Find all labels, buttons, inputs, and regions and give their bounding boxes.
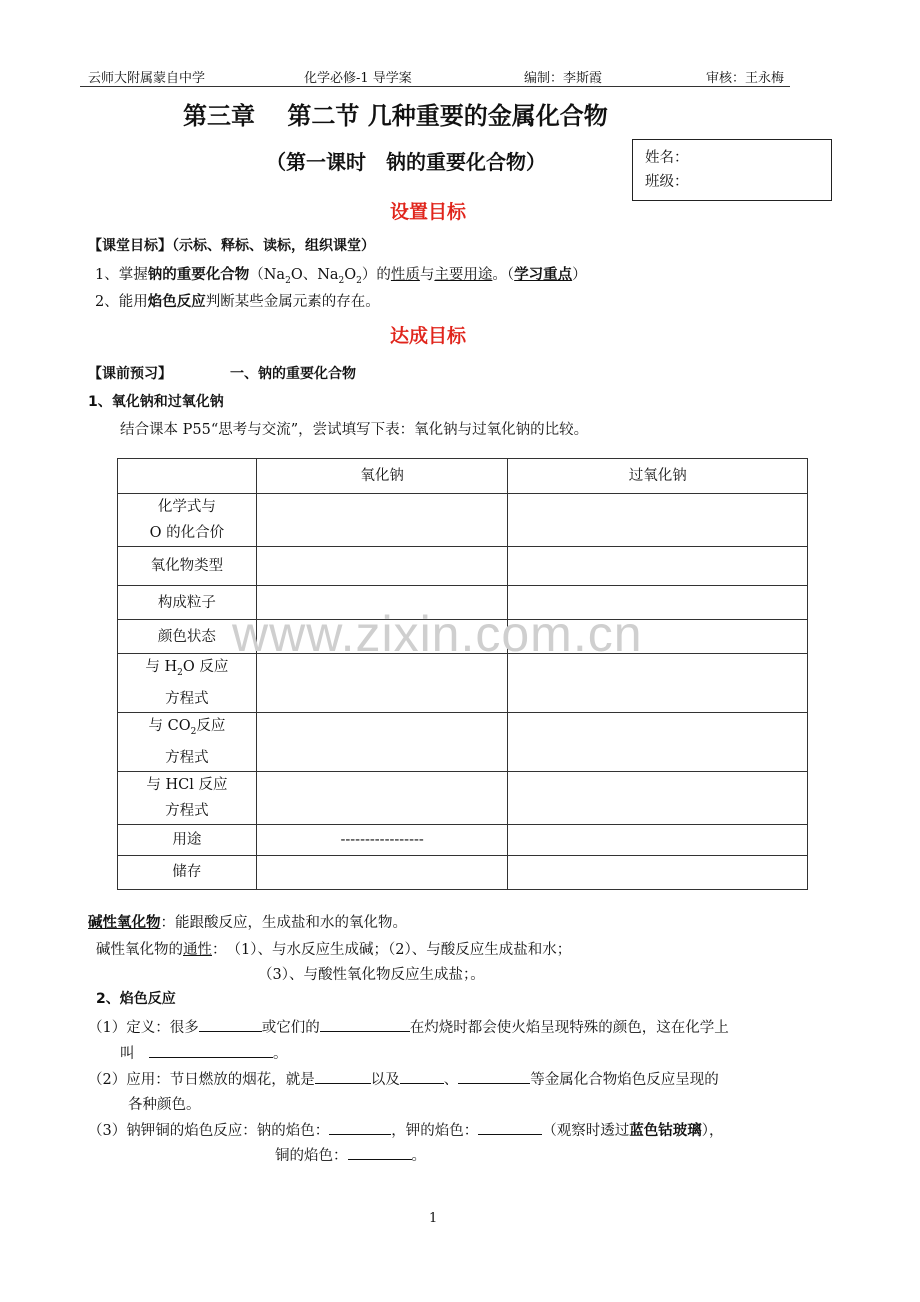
- goal1-formula-b: O、Na: [290, 267, 339, 283]
- comparison-table: [117, 458, 808, 890]
- page-title: 第三章 第二节 几种重要的金属化合物: [183, 102, 608, 130]
- table-cell[interactable]: [256, 494, 508, 547]
- page-number: 1: [429, 1211, 438, 1226]
- header-editor: 编制：李斯霞: [524, 71, 603, 86]
- table-row: [118, 494, 808, 547]
- watermark: www.zixin.com.cn: [232, 606, 643, 662]
- preview-sub1: 1、氧化钠和过氧化钠: [88, 394, 224, 410]
- header-course: 化学必修-1 导学案: [304, 71, 412, 86]
- table-cell[interactable]: [256, 771, 508, 824]
- name-class-box: [632, 139, 832, 201]
- class-goals-heading: 【课堂目标】（示标、释标、读标，组织课堂）: [88, 238, 375, 254]
- section-heading-achieve: 达成目标: [390, 325, 467, 347]
- goal1-and: 与: [419, 267, 435, 283]
- goal1-close: ）: [572, 267, 587, 283]
- goal1-usage: 主要用途: [434, 267, 493, 283]
- goal1-property: 性质: [390, 267, 420, 283]
- table-row: [118, 547, 808, 586]
- flame-heading: 2、焰色反应: [96, 991, 176, 1007]
- table-cell: [118, 459, 257, 494]
- blank-field[interactable]: [458, 1067, 530, 1084]
- table-cell[interactable]: [256, 855, 508, 889]
- flame-application: （2）应用：节日燃放的烟花，就是 以及 、 等金属化合物焰色反应呈现的: [88, 1067, 719, 1089]
- table-cell[interactable]: [508, 771, 808, 824]
- section-heading-goals: 设置目标: [390, 201, 467, 223]
- row-label-oxide-type: 氧化物类型: [118, 547, 257, 586]
- row-label-formula: 化学式与 O 的化合价: [118, 494, 257, 547]
- table-cell[interactable]: [508, 855, 808, 889]
- table-row: [118, 771, 808, 824]
- basic-oxide-term: 碱性氧化物: [88, 915, 161, 931]
- goal1-text-3: 。（: [492, 267, 515, 283]
- page-subtitle: （第一课时 钠的重要化合物）: [266, 150, 546, 174]
- cobalt-glass: 蓝色钴玻璃: [629, 1123, 702, 1139]
- header-rule: [80, 86, 790, 87]
- table-row: [118, 712, 808, 771]
- blank-field[interactable]: [320, 1015, 410, 1032]
- basic-oxide-definition: [88, 911, 407, 932]
- blank-field[interactable]: [400, 1067, 444, 1084]
- row-label-color-state: 颜色状态: [118, 620, 257, 654]
- table-cell[interactable]: [256, 547, 508, 586]
- table-cell[interactable]: [256, 712, 508, 771]
- col-header-na2o2: 过氧化钠: [508, 459, 808, 494]
- goal-item-1: 1、掌握钠的重要化合物（$Na_2O$、$Na_2O_2$）的性质与主要用途。（学习重点）: [95, 267, 587, 286]
- basic-oxide-common: 碱性氧化物的通性： （1）、与水反应生成碱；（2）、与酸反应生成盐和水；: [96, 942, 572, 958]
- goal1-key-point: 学习重点: [514, 267, 573, 283]
- flame-definition-2: 叫 。: [120, 1041, 288, 1063]
- blank-field[interactable]: [478, 1118, 542, 1135]
- goal1-formula-c: O: [344, 267, 357, 283]
- header-school: 云师大附属蒙自中学: [88, 71, 206, 86]
- goal1-formula-a: （Na: [249, 267, 286, 283]
- row-label-h2o: 与 $H_2O$ 反应 方程式: [118, 654, 257, 713]
- flame-copper: 铜的焰色： 。: [275, 1143, 426, 1165]
- table-cell[interactable]: [508, 712, 808, 771]
- row-label-hcl: 与 HCl 反应 方程式: [118, 771, 257, 824]
- basic-oxide-def: ：能跟酸反应，生成盐和水的氧化物。: [160, 915, 407, 931]
- goal2-text-2: 判断某些金属元素的存在。: [205, 294, 380, 310]
- name-label: 姓名：: [645, 150, 689, 166]
- blank-field[interactable]: [329, 1118, 391, 1135]
- table-cell[interactable]: [508, 547, 808, 586]
- goal1-text-2: ）的: [361, 267, 391, 283]
- common-property: 通性: [183, 942, 212, 958]
- blank-field[interactable]: [348, 1143, 412, 1160]
- row-label-particles: 构成粒子: [118, 586, 257, 620]
- table-cell[interactable]: [508, 824, 808, 855]
- header-reviewer: 审核：王永梅: [706, 71, 785, 86]
- flame-definition: （1）定义：很多 或它们的 在灼烧时都会使火焰呈现特殊的颜色，这在化学上: [88, 1015, 729, 1037]
- row-label-usage: 用途: [118, 824, 257, 855]
- table-row: [118, 824, 808, 855]
- goal1-bold: 钠的重要化合物: [147, 267, 250, 283]
- flame-application-2: 各种颜色。: [128, 1097, 201, 1113]
- row-label-storage: 储存: [118, 855, 257, 889]
- preview-topic: 一、钠的重要化合物: [230, 366, 356, 382]
- preview-label: 【课前预习】: [88, 366, 172, 382]
- usage-dash: -----------------: [256, 824, 508, 855]
- goal1-text: 1、掌握: [95, 267, 148, 283]
- goal2-bold: 焰色反应: [147, 294, 206, 310]
- basic-oxide-common-3: （3）、与酸性氧化物反应生成盐；。: [258, 967, 485, 983]
- col-header-na2o: 氧化钠: [256, 459, 508, 494]
- table-cell[interactable]: [508, 494, 808, 547]
- blank-field[interactable]: [149, 1041, 273, 1058]
- row-label-co2: 与 $CO_2$反应 方程式: [118, 712, 257, 771]
- preview-instruction: 结合课本 P55“思考与交流”，尝试填写下表：氧化钠与过氧化钠的比较。: [120, 422, 589, 438]
- goal2-text: 2、能用: [95, 294, 148, 310]
- goal-item-2: [95, 290, 380, 311]
- table-row: [118, 459, 808, 494]
- flame-colors: （3）钠钾铜的焰色反应：钠的焰色： ，钾的焰色： （观察时透过蓝色钴玻璃），: [88, 1118, 723, 1140]
- class-label: 班级：: [645, 174, 689, 190]
- blank-field[interactable]: [199, 1015, 262, 1032]
- table-row: [118, 855, 808, 889]
- blank-field[interactable]: [315, 1067, 371, 1084]
